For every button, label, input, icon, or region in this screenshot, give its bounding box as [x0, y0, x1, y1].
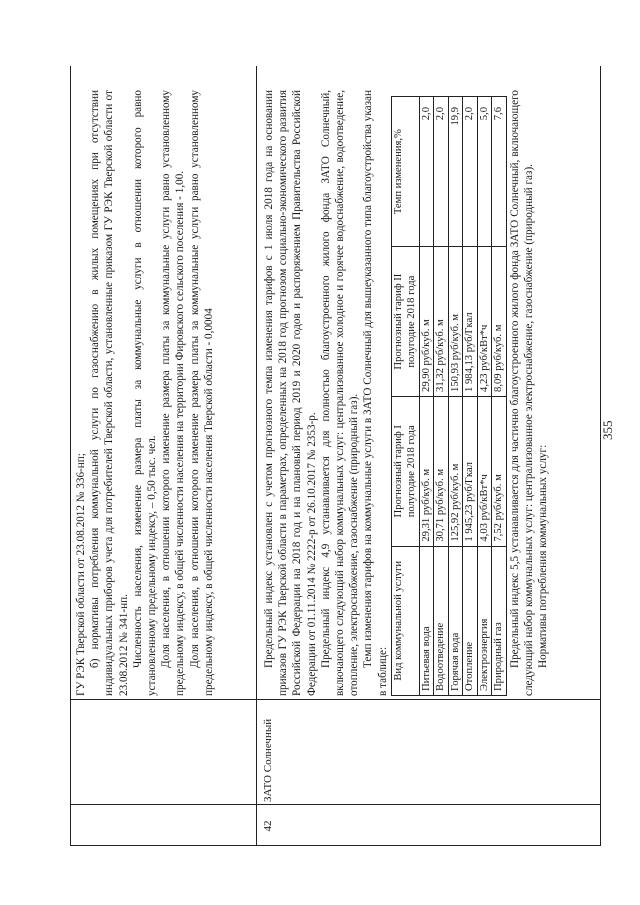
previous-row-text [74, 90, 216, 696]
header-cell: Темп изменения,% [391, 97, 419, 247]
row-number: 42 [262, 820, 274, 832]
table-row [434, 97, 449, 696]
tariff-h1-cell: 7,52 руб/куб. м [492, 396, 507, 546]
change-rate-cell: 2,0 [463, 97, 478, 247]
paragraph: Нормативы потребления коммунальных услуг: [537, 444, 550, 668]
paragraph: б) нормативы потребления коммунальной услуги по газоснабжению в жилых помещениях при отсутствии индивидуальных приборов учета для потребителей Тверской области, установленные приказом ГУ РЭК Тверской области от 23.08.2012 № 341-нп. [89, 90, 130, 696]
header-cell: Вид коммунальной услуги [391, 546, 419, 695]
paragraph: Темп изменения тарифов на коммунальные услуги в ЗАТО Солнечный для вышеуказанного типа благоустройства указан в таблице: [362, 90, 389, 696]
paragraph: Доля населения, в отношении которого изменение размера платы за коммунальные услуги равно установленному предельному индексу, в общей численности населения Тверской области - 0,0004 [188, 90, 215, 696]
column-divider [70, 699, 600, 700]
table-row [463, 97, 478, 696]
tariff-h2-cell: 31,32 руб/куб. м [434, 247, 449, 397]
table-row [477, 97, 492, 696]
paragraph: Предельный индекс 5,5 устанавливается для частично благоустроенного жилого фонда ЗАТО Солнечный, включающего следующий набор коммунальных услуг: централизованное электроснабжение, газоснабжение (природный газ). [508, 90, 536, 696]
paragraph: Доля населения, в отношении которого изменение размера платы за коммунальные услуги равно установленному предельному индексу, в общей численности населения на территории Фировского сельского поселения - 1,00. [160, 90, 187, 696]
tariff-table [391, 96, 507, 696]
change-rate-cell: 19,9 [448, 97, 463, 247]
paragraph: Численность населения, изменение размера платы за коммунальные услуги в отношении которого равно установленному предельному индексу, – 0,50 тыс. чел. [131, 90, 159, 696]
table-border-bottom [600, 66, 601, 846]
tariff-h2-cell: 29,90 руб/куб. м [419, 247, 434, 397]
service-cell: Природный газ [492, 546, 507, 695]
tariff-h2-cell: 4,23 руб/кВт*ч [477, 247, 492, 397]
service-cell: Водоотведение [434, 546, 449, 695]
change-rate-cell: 7,6 [492, 97, 507, 247]
tariff-h1-cell: 1 945,23 руб/Гкал [463, 396, 478, 546]
tariff-h1-cell: 29,31 руб/куб. м [419, 396, 434, 546]
tariff-table-header [391, 97, 419, 696]
tariff-h2-cell: 150,93 руб/куб. м [448, 247, 463, 397]
service-cell: Горячая вода [448, 546, 463, 695]
tariff-h2-cell: 1 984,13 руб/Гкал [463, 247, 478, 397]
change-rate-cell: 5,0 [477, 97, 492, 247]
document-table [70, 66, 600, 846]
tariff-h1-cell: 125,92 руб/куб. м [448, 396, 463, 546]
municipality-name: ЗАТО Солнечный [262, 718, 274, 802]
rotated-page [70, 66, 600, 846]
table-row [419, 97, 434, 696]
header-cell: Прогнозный тариф I полугодие 2018 года [391, 396, 419, 546]
row-divider [256, 66, 257, 846]
table-border-left [70, 845, 600, 846]
paragraph: Предельный индекс 4,9 устанавливается для полностью благоустроенного жилого фонда ЗАТО Солнечный, включающего следующий набор коммунальных услуг: централизованное холодное и горячее водоснабжение, водоотведение, отопление, электроснабжение, газоснабжение (природный газ). [319, 90, 361, 696]
change-rate-cell: 2,0 [419, 97, 434, 247]
column-divider [70, 804, 600, 805]
header-cell: Прогнозный тариф II полугодие 2018 года [391, 247, 419, 397]
tariff-h1-cell: 4,03 руб/кВт*ч [477, 396, 492, 546]
service-cell: Питьевая вода [419, 546, 434, 695]
service-cell: Отопление [463, 546, 478, 695]
table-border-top [70, 66, 71, 846]
change-rate-cell: 2,0 [434, 97, 449, 247]
service-cell: Электроэнергия [477, 546, 492, 695]
tariff-h1-cell: 30,71 руб/куб. м [434, 396, 449, 546]
paragraph: ГУ РЭК Тверской области от 23.08.2012 № 336-нп; [75, 453, 87, 696]
table-row [492, 97, 507, 696]
page-number: 355 [600, 420, 615, 440]
table-row [448, 97, 463, 696]
paragraph: Предельный индекс установлен с учетом прогнозного темпа изменения тарифов с 1 июля 2018 года на основании приказов ГУ РЭК Тверской области в параметрах, определенных на 2018 год прогнозом социально-экономического развития Российской Федерации на 2018 год и на плановый период 2019 и 2020 годов и распоряжением Правительства Российской Федерации от 01.11.2014 № 2222-р от 26.10.2017 № 2353-р. [263, 90, 318, 696]
row-42-text [262, 90, 550, 696]
tariff-h2-cell: 8,09 руб/куб. м [492, 247, 507, 397]
